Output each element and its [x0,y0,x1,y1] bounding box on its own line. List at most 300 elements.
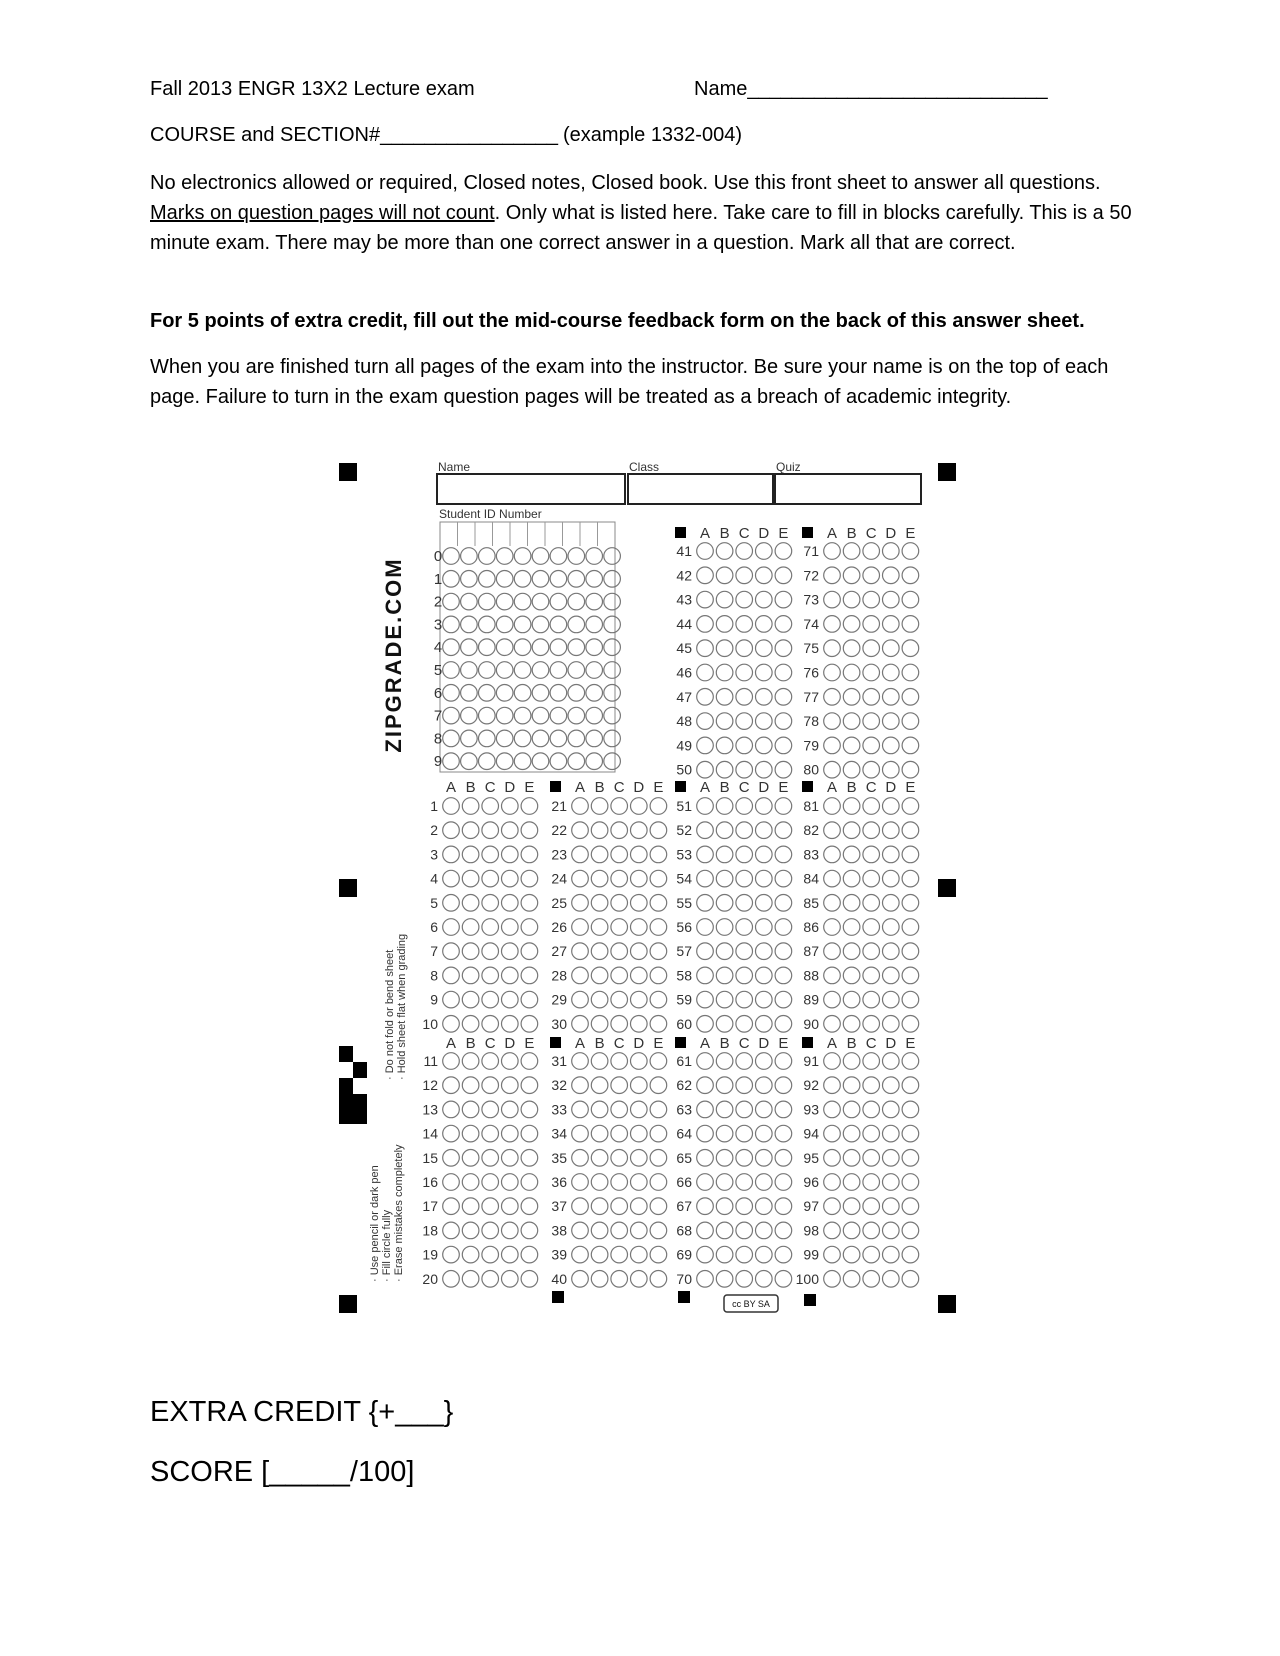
student-id-bubble[interactable] [604,571,621,588]
answer-bubble-q49-d[interactable] [756,737,773,754]
answer-bubble-q14-c[interactable] [482,1125,499,1142]
answer-bubble-q27-e[interactable] [650,943,667,960]
answer-bubble-q48-b[interactable] [716,713,733,730]
answer-bubble-q94-e[interactable] [902,1125,919,1142]
answer-bubble-q66-a[interactable] [697,1174,714,1191]
answer-bubble-q76-d[interactable] [883,664,900,681]
answer-bubble-q89-a[interactable] [824,991,841,1008]
answer-bubble-q43-a[interactable] [697,591,714,608]
answer-bubble-q92-e[interactable] [902,1077,919,1094]
answer-bubble-q89-d[interactable] [883,991,900,1008]
answer-bubble-q70-a[interactable] [697,1271,714,1288]
answer-bubble-q24-b[interactable] [591,870,608,887]
student-id-bubble[interactable] [586,548,603,565]
answer-bubble-q89-e[interactable] [902,991,919,1008]
answer-bubble-q69-a[interactable] [697,1246,714,1263]
student-id-bubble[interactable] [496,662,513,679]
answer-bubble-q59-b[interactable] [716,991,733,1008]
answer-bubble-q22-e[interactable] [650,822,667,839]
answer-bubble-q66-b[interactable] [716,1174,733,1191]
student-id-bubble[interactable] [514,548,531,565]
answer-bubble-q5-b[interactable] [462,895,479,912]
answer-bubble-q51-c[interactable] [736,798,753,815]
answer-bubble-q7-b[interactable] [462,943,479,960]
student-id-bubble[interactable] [586,730,603,747]
answer-bubble-q13-a[interactable] [443,1101,460,1118]
answer-bubble-q76-a[interactable] [824,664,841,681]
answer-bubble-q64-b[interactable] [716,1125,733,1142]
answer-bubble-q14-d[interactable] [502,1125,519,1142]
answer-bubble-q70-c[interactable] [736,1271,753,1288]
answer-bubble-q8-d[interactable] [502,967,519,984]
answer-bubble-q73-b[interactable] [843,591,860,608]
answer-bubble-q8-b[interactable] [462,967,479,984]
answer-bubble-q26-a[interactable] [572,919,589,936]
answer-bubble-q45-a[interactable] [697,640,714,657]
answer-bubble-q55-e[interactable] [775,895,792,912]
student-id-bubble[interactable] [586,707,603,724]
answer-bubble-q83-a[interactable] [824,846,841,863]
answer-bubble-q71-a[interactable] [824,543,841,560]
answer-bubble-q83-e[interactable] [902,846,919,863]
answer-bubble-q78-e[interactable] [902,713,919,730]
answer-bubble-q52-c[interactable] [736,822,753,839]
student-id-bubble[interactable] [568,685,585,702]
answer-bubble-q61-e[interactable] [775,1053,792,1070]
answer-bubble-q35-c[interactable] [611,1150,628,1167]
answer-bubble-q52-b[interactable] [716,822,733,839]
answer-bubble-q98-d[interactable] [883,1222,900,1239]
answer-bubble-q30-d[interactable] [631,1016,648,1033]
answer-bubble-q14-e[interactable] [521,1125,538,1142]
answer-bubble-q37-e[interactable] [650,1198,667,1215]
answer-bubble-q18-a[interactable] [443,1222,460,1239]
answer-bubble-q85-b[interactable] [843,895,860,912]
answer-bubble-q40-c[interactable] [611,1271,628,1288]
answer-bubble-q82-a[interactable] [824,822,841,839]
answer-bubble-q56-b[interactable] [716,919,733,936]
answer-bubble-q94-d[interactable] [883,1125,900,1142]
answer-bubble-q20-c[interactable] [482,1271,499,1288]
answer-bubble-q27-a[interactable] [572,943,589,960]
answer-bubble-q15-d[interactable] [502,1150,519,1167]
answer-bubble-q5-c[interactable] [482,895,499,912]
answer-bubble-q82-d[interactable] [883,822,900,839]
student-id-bubble[interactable] [479,685,496,702]
answer-bubble-q64-d[interactable] [756,1125,773,1142]
student-id-bubble[interactable] [532,548,549,565]
answer-bubble-q47-d[interactable] [756,689,773,706]
student-id-bubble[interactable] [461,571,478,588]
answer-bubble-q70-b[interactable] [716,1271,733,1288]
student-id-bubble[interactable] [568,571,585,588]
answer-bubble-q81-b[interactable] [843,798,860,815]
answer-bubble-q98-a[interactable] [824,1222,841,1239]
answer-bubble-q91-a[interactable] [824,1053,841,1070]
answer-bubble-q94-c[interactable] [863,1125,880,1142]
answer-bubble-q6-c[interactable] [482,919,499,936]
answer-bubble-q85-a[interactable] [824,895,841,912]
answer-bubble-q74-b[interactable] [843,616,860,633]
answer-bubble-q17-c[interactable] [482,1198,499,1215]
answer-bubble-q45-e[interactable] [775,640,792,657]
answer-bubble-q66-c[interactable] [736,1174,753,1191]
answer-bubble-q78-a[interactable] [824,713,841,730]
answer-bubble-q91-d[interactable] [883,1053,900,1070]
answer-bubble-q95-d[interactable] [883,1150,900,1167]
answer-bubble-q15-c[interactable] [482,1150,499,1167]
answer-bubble-q76-c[interactable] [863,664,880,681]
answer-bubble-q70-d[interactable] [756,1271,773,1288]
answer-bubble-q54-e[interactable] [775,870,792,887]
answer-bubble-q43-b[interactable] [716,591,733,608]
answer-bubble-q13-b[interactable] [462,1101,479,1118]
answer-bubble-q32-e[interactable] [650,1077,667,1094]
answer-bubble-q88-c[interactable] [863,967,880,984]
student-id-bubble[interactable] [586,571,603,588]
answer-bubble-q2-c[interactable] [482,822,499,839]
answer-bubble-q41-e[interactable] [775,543,792,560]
answer-bubble-q60-b[interactable] [716,1016,733,1033]
answer-bubble-q12-c[interactable] [482,1077,499,1094]
answer-bubble-q100-e[interactable] [902,1271,919,1288]
answer-bubble-q34-e[interactable] [650,1125,667,1142]
student-id-bubble[interactable] [443,685,460,702]
answer-bubble-q86-b[interactable] [843,919,860,936]
student-id-bubble[interactable] [479,548,496,565]
answer-bubble-q8-a[interactable] [443,967,460,984]
answer-bubble-q43-e[interactable] [775,591,792,608]
student-id-bubble[interactable] [604,685,621,702]
answer-bubble-q91-e[interactable] [902,1053,919,1070]
answer-bubble-q23-b[interactable] [591,846,608,863]
answer-bubble-q55-d[interactable] [756,895,773,912]
answer-bubble-q58-b[interactable] [716,967,733,984]
answer-bubble-q72-b[interactable] [843,567,860,584]
answer-bubble-q63-a[interactable] [697,1101,714,1118]
answer-bubble-q69-e[interactable] [775,1246,792,1263]
answer-bubble-q40-d[interactable] [631,1271,648,1288]
answer-bubble-q23-d[interactable] [631,846,648,863]
answer-bubble-q83-c[interactable] [863,846,880,863]
answer-bubble-q59-c[interactable] [736,991,753,1008]
student-id-bubble[interactable] [586,616,603,633]
answer-bubble-q72-e[interactable] [902,567,919,584]
student-id-bubble[interactable] [461,730,478,747]
answer-bubble-q87-d[interactable] [883,943,900,960]
answer-bubble-q75-b[interactable] [843,640,860,657]
answer-bubble-q81-c[interactable] [863,798,880,815]
answer-bubble-q7-d[interactable] [502,943,519,960]
answer-bubble-q73-d[interactable] [883,591,900,608]
answer-bubble-q41-c[interactable] [736,543,753,560]
student-id-bubble[interactable] [443,662,460,679]
answer-bubble-q62-b[interactable] [716,1077,733,1094]
answer-bubble-q39-c[interactable] [611,1246,628,1263]
answer-bubble-q29-c[interactable] [611,991,628,1008]
answer-bubble-q76-b[interactable] [843,664,860,681]
answer-bubble-q63-e[interactable] [775,1101,792,1118]
answer-bubble-q54-d[interactable] [756,870,773,887]
sheet-class-box[interactable] [628,474,773,504]
answer-bubble-q69-b[interactable] [716,1246,733,1263]
answer-bubble-q38-b[interactable] [591,1222,608,1239]
answer-bubble-q24-c[interactable] [611,870,628,887]
answer-bubble-q92-c[interactable] [863,1077,880,1094]
answer-bubble-q83-d[interactable] [883,846,900,863]
answer-bubble-q22-a[interactable] [572,822,589,839]
answer-bubble-q35-a[interactable] [572,1150,589,1167]
answer-bubble-q16-e[interactable] [521,1174,538,1191]
answer-bubble-q62-e[interactable] [775,1077,792,1094]
student-id-bubble[interactable] [568,548,585,565]
answer-bubble-q96-e[interactable] [902,1174,919,1191]
answer-bubble-q71-e[interactable] [902,543,919,560]
answer-bubble-q44-c[interactable] [736,616,753,633]
answer-bubble-q30-e[interactable] [650,1016,667,1033]
student-id-bubble[interactable] [479,662,496,679]
answer-bubble-q44-b[interactable] [716,616,733,633]
answer-bubble-q97-a[interactable] [824,1198,841,1215]
answer-bubble-q82-e[interactable] [902,822,919,839]
answer-bubble-q10-b[interactable] [462,1016,479,1033]
answer-bubble-q19-a[interactable] [443,1246,460,1263]
answer-bubble-q48-d[interactable] [756,713,773,730]
answer-bubble-q79-e[interactable] [902,737,919,754]
answer-bubble-q21-e[interactable] [650,798,667,815]
student-id-bubble[interactable] [496,707,513,724]
answer-bubble-q79-c[interactable] [863,737,880,754]
answer-bubble-q19-c[interactable] [482,1246,499,1263]
student-id-bubble[interactable] [496,593,513,610]
answer-bubble-q47-b[interactable] [716,689,733,706]
answer-bubble-q12-e[interactable] [521,1077,538,1094]
answer-bubble-q80-b[interactable] [843,761,860,778]
answer-bubble-q84-e[interactable] [902,870,919,887]
answer-bubble-q38-e[interactable] [650,1222,667,1239]
answer-bubble-q96-d[interactable] [883,1174,900,1191]
answer-bubble-q46-a[interactable] [697,664,714,681]
student-id-bubble[interactable] [496,616,513,633]
answer-bubble-q99-c[interactable] [863,1246,880,1263]
answer-bubble-q87-b[interactable] [843,943,860,960]
answer-bubble-q24-a[interactable] [572,870,589,887]
student-id-bubble[interactable] [604,730,621,747]
answer-bubble-q89-b[interactable] [843,991,860,1008]
answer-bubble-q5-e[interactable] [521,895,538,912]
answer-bubble-q45-c[interactable] [736,640,753,657]
student-id-bubble[interactable] [514,753,531,770]
answer-bubble-q53-e[interactable] [775,846,792,863]
answer-bubble-q95-a[interactable] [824,1150,841,1167]
answer-bubble-q51-a[interactable] [697,798,714,815]
answer-bubble-q3-a[interactable] [443,846,460,863]
student-id-bubble[interactable] [496,548,513,565]
student-id-bubble[interactable] [443,593,460,610]
answer-bubble-q46-c[interactable] [736,664,753,681]
answer-bubble-q10-c[interactable] [482,1016,499,1033]
answer-bubble-q43-c[interactable] [736,591,753,608]
answer-bubble-q13-c[interactable] [482,1101,499,1118]
answer-bubble-q88-d[interactable] [883,967,900,984]
answer-bubble-q16-d[interactable] [502,1174,519,1191]
answer-bubble-q8-e[interactable] [521,967,538,984]
answer-bubble-q16-c[interactable] [482,1174,499,1191]
answer-bubble-q46-b[interactable] [716,664,733,681]
answer-bubble-q72-d[interactable] [883,567,900,584]
answer-bubble-q65-e[interactable] [775,1150,792,1167]
answer-bubble-q38-d[interactable] [631,1222,648,1239]
answer-bubble-q24-e[interactable] [650,870,667,887]
answer-bubble-q72-c[interactable] [863,567,880,584]
answer-bubble-q73-e[interactable] [902,591,919,608]
answer-bubble-q30-b[interactable] [591,1016,608,1033]
answer-bubble-q29-d[interactable] [631,991,648,1008]
student-id-bubble[interactable] [514,639,531,656]
answer-bubble-q31-d[interactable] [631,1053,648,1070]
student-id-bubble[interactable] [496,730,513,747]
answer-bubble-q90-c[interactable] [863,1016,880,1033]
answer-bubble-q21-c[interactable] [611,798,628,815]
answer-bubble-q33-e[interactable] [650,1101,667,1118]
student-id-bubble[interactable] [461,593,478,610]
answer-bubble-q61-c[interactable] [736,1053,753,1070]
answer-bubble-q100-c[interactable] [863,1271,880,1288]
answer-bubble-q33-c[interactable] [611,1101,628,1118]
answer-bubble-q15-a[interactable] [443,1150,460,1167]
student-id-bubble[interactable] [514,616,531,633]
answer-bubble-q67-d[interactable] [756,1198,773,1215]
answer-bubble-q28-e[interactable] [650,967,667,984]
answer-bubble-q95-b[interactable] [843,1150,860,1167]
answer-bubble-q55-b[interactable] [716,895,733,912]
answer-bubble-q6-d[interactable] [502,919,519,936]
answer-bubble-q32-d[interactable] [631,1077,648,1094]
answer-bubble-q33-a[interactable] [572,1101,589,1118]
score-field[interactable]: SCORE [_____/100] [150,1456,415,1488]
answer-bubble-q57-c[interactable] [736,943,753,960]
answer-bubble-q62-c[interactable] [736,1077,753,1094]
answer-bubble-q35-b[interactable] [591,1150,608,1167]
student-id-bubble[interactable] [604,753,621,770]
student-id-bubble[interactable] [604,593,621,610]
answer-bubble-q31-a[interactable] [572,1053,589,1070]
answer-bubble-q96-c[interactable] [863,1174,880,1191]
answer-bubble-q6-b[interactable] [462,919,479,936]
answer-bubble-q91-b[interactable] [843,1053,860,1070]
answer-bubble-q4-c[interactable] [482,870,499,887]
answer-bubble-q86-c[interactable] [863,919,880,936]
student-id-bubble[interactable] [550,571,567,588]
student-id-bubble[interactable] [550,548,567,565]
answer-bubble-q25-a[interactable] [572,895,589,912]
answer-bubble-q9-e[interactable] [521,991,538,1008]
student-id-bubble[interactable] [604,616,621,633]
student-id-bubble[interactable] [461,662,478,679]
answer-bubble-q97-d[interactable] [883,1198,900,1215]
answer-bubble-q63-d[interactable] [756,1101,773,1118]
student-id-bubble[interactable] [461,707,478,724]
answer-bubble-q11-a[interactable] [443,1053,460,1070]
student-id-bubble[interactable] [568,662,585,679]
answer-bubble-q27-c[interactable] [611,943,628,960]
student-id-bubble[interactable] [550,593,567,610]
answer-bubble-q4-e[interactable] [521,870,538,887]
answer-bubble-q93-a[interactable] [824,1101,841,1118]
student-id-bubble[interactable] [532,639,549,656]
answer-bubble-q52-d[interactable] [756,822,773,839]
answer-bubble-q97-e[interactable] [902,1198,919,1215]
answer-bubble-q12-b[interactable] [462,1077,479,1094]
answer-bubble-q65-c[interactable] [736,1150,753,1167]
answer-bubble-q39-d[interactable] [631,1246,648,1263]
answer-bubble-q47-a[interactable] [697,689,714,706]
answer-bubble-q44-d[interactable] [756,616,773,633]
student-id-bubble[interactable] [550,685,567,702]
student-id-bubble[interactable] [568,753,585,770]
answer-bubble-q1-b[interactable] [462,798,479,815]
answer-bubble-q60-c[interactable] [736,1016,753,1033]
answer-bubble-q45-b[interactable] [716,640,733,657]
student-id-bubble[interactable] [479,639,496,656]
answer-bubble-q74-d[interactable] [883,616,900,633]
answer-bubble-q29-a[interactable] [572,991,589,1008]
answer-bubble-q53-b[interactable] [716,846,733,863]
answer-bubble-q57-a[interactable] [697,943,714,960]
student-id-bubble[interactable] [443,753,460,770]
answer-bubble-q37-d[interactable] [631,1198,648,1215]
answer-bubble-q42-a[interactable] [697,567,714,584]
student-id-bubble[interactable] [532,571,549,588]
student-id-bubble[interactable] [532,753,549,770]
answer-bubble-q91-c[interactable] [863,1053,880,1070]
student-id-bubble[interactable] [443,707,460,724]
answer-bubble-q40-e[interactable] [650,1271,667,1288]
answer-bubble-q92-d[interactable] [883,1077,900,1094]
answer-bubble-q20-b[interactable] [462,1271,479,1288]
answer-bubble-q66-e[interactable] [775,1174,792,1191]
student-id-bubble[interactable] [514,685,531,702]
answer-bubble-q65-a[interactable] [697,1150,714,1167]
answer-bubble-q77-d[interactable] [883,689,900,706]
answer-bubble-q25-d[interactable] [631,895,648,912]
answer-bubble-q57-b[interactable] [716,943,733,960]
answer-bubble-q18-b[interactable] [462,1222,479,1239]
answer-bubble-q50-a[interactable] [697,761,714,778]
answer-bubble-q85-d[interactable] [883,895,900,912]
student-id-bubble[interactable] [479,730,496,747]
answer-bubble-q42-d[interactable] [756,567,773,584]
answer-bubble-q93-e[interactable] [902,1101,919,1118]
answer-bubble-q10-e[interactable] [521,1016,538,1033]
answer-bubble-q11-c[interactable] [482,1053,499,1070]
student-id-bubble[interactable] [443,548,460,565]
answer-bubble-q59-d[interactable] [756,991,773,1008]
sheet-quiz-box[interactable] [775,474,921,504]
answer-bubble-q87-c[interactable] [863,943,880,960]
answer-bubble-q41-d[interactable] [756,543,773,560]
answer-bubble-q27-d[interactable] [631,943,648,960]
answer-bubble-q37-a[interactable] [572,1198,589,1215]
answer-bubble-q2-e[interactable] [521,822,538,839]
answer-bubble-q77-c[interactable] [863,689,880,706]
student-id-bubble[interactable] [550,707,567,724]
answer-bubble-q36-a[interactable] [572,1174,589,1191]
answer-bubble-q76-e[interactable] [902,664,919,681]
answer-bubble-q100-d[interactable] [883,1271,900,1288]
answer-bubble-q67-b[interactable] [716,1198,733,1215]
answer-bubble-q86-e[interactable] [902,919,919,936]
